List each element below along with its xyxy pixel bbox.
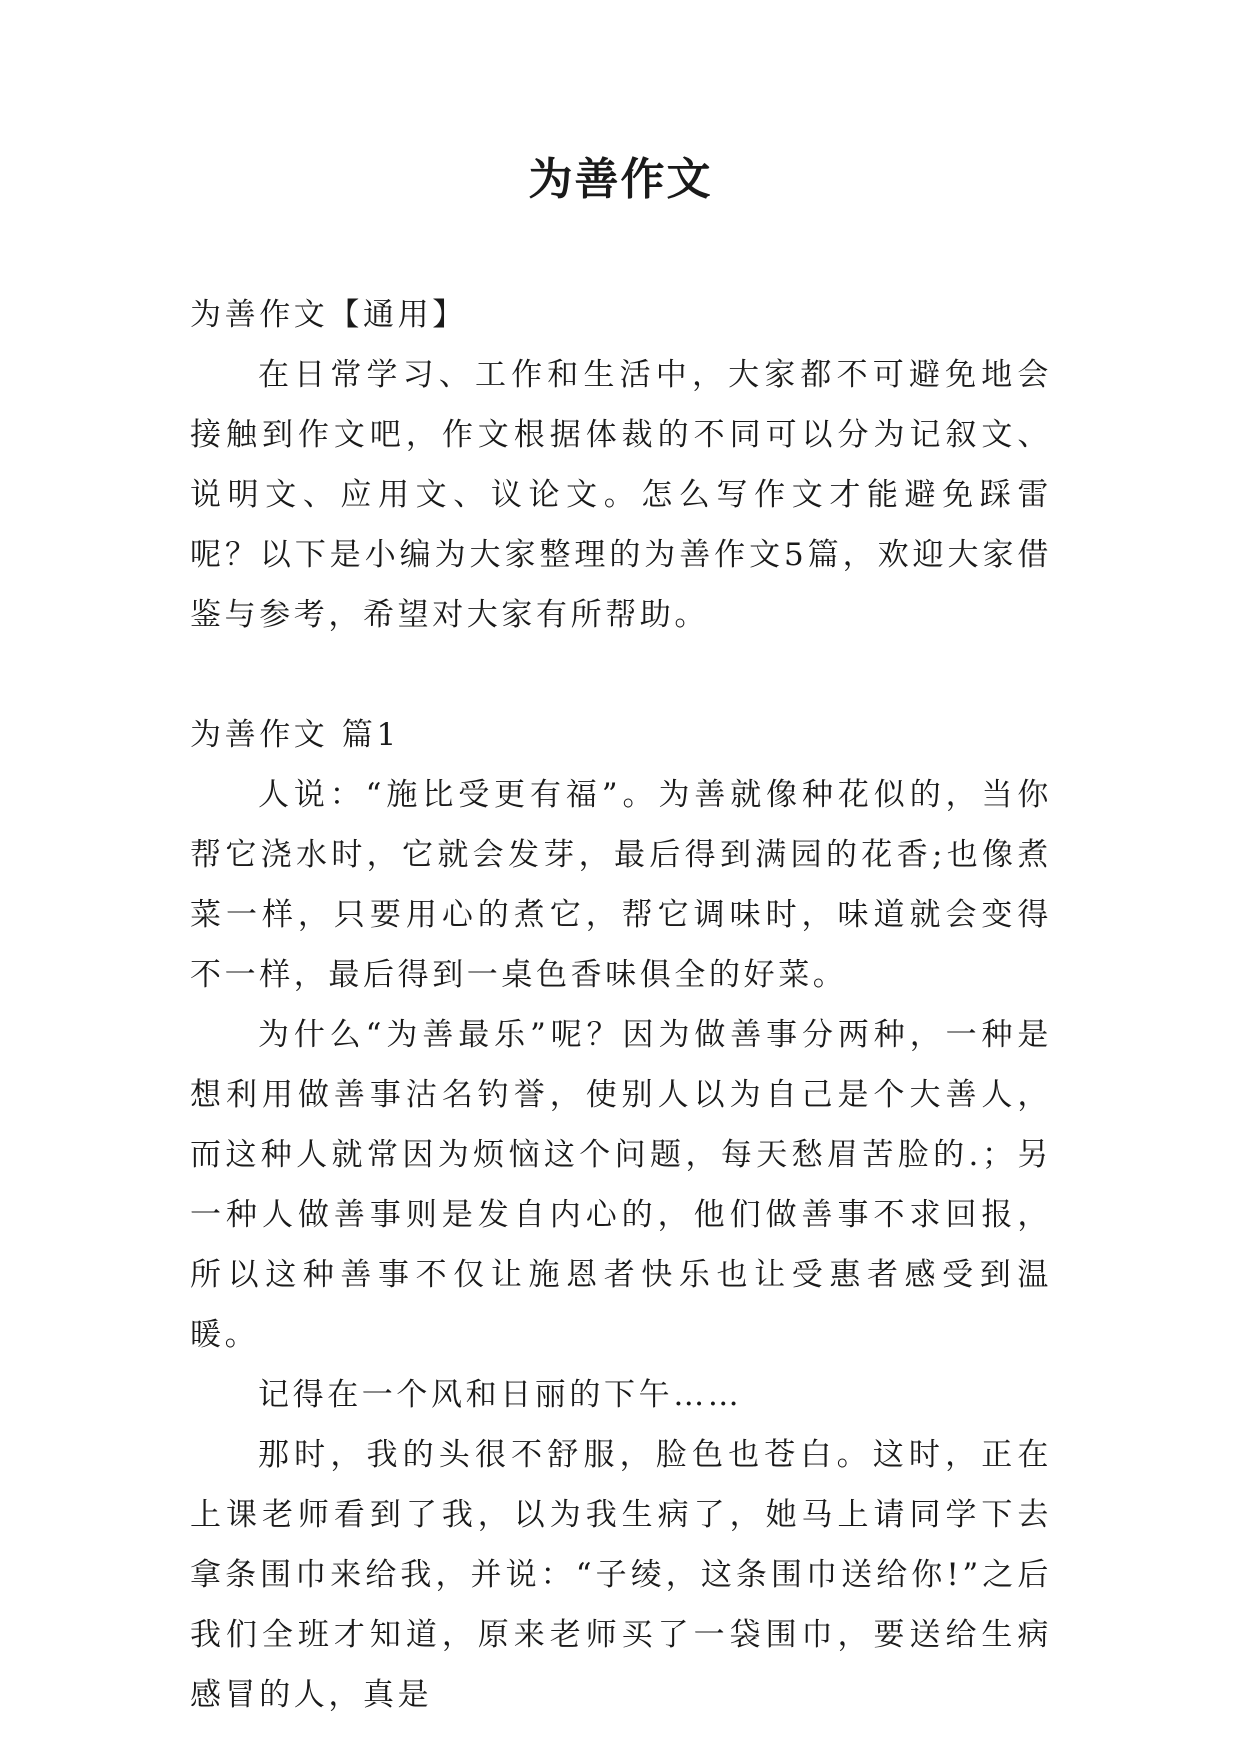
body-paragraph: 那时，我的头很不舒服，脸色也苍白。这时，正在上课老师看到了我，以为我生病了，她马上请同学下去拿条围巾来给我，并说：“子绫，这条围巾送给你!”之后我们全班才知道，原来老师买了一袋围巾，要送给生病感冒的人，真是 [190, 1437, 1052, 1713]
section-heading: 为善作文 篇1 [190, 717, 400, 753]
intro-paragraph: 在日常学习、工作和生活中，大家都不可避免地会接触到作文吧，作文根据体裁的不同可以分为记叙文、说明文、应用文、议论文。怎么写作文才能避免踩雷呢？以下是小编为大家整理的为善作文5篇，欢迎大家借鉴与参考，希望对大家有所帮助。 [190, 357, 1052, 633]
section-spacer [190, 645, 1052, 705]
document-title: 为善作文 [528, 154, 713, 205]
intro-heading: 为善作文【通用】 [190, 297, 467, 333]
body-paragraph: 记得在一个风和日丽的下午…… [258, 1377, 743, 1413]
body-paragraph: 人说：“施比受更有福”。为善就像种花似的，当你帮它浇水时，它就会发芽，最后得到满园的花香;也像煮菜一样，只要用心的煮它，帮它调味时，味道就会变得不一样，最后得到一桌色香味俱全的好菜。 [190, 777, 1052, 993]
body-paragraph: 为什么“为善最乐”呢？因为做善事分两种，一种是想利用做善事沽名钓誉，使别人以为自己是个大善人，而这种人就常因为烦恼这个问题，每天愁眉苦脸的.；另一种人做善事则是发自内心的，他们做善事不求回报，所以这种善事不仅让施恩者快乐也让受惠者感受到温暖。 [190, 1017, 1052, 1353]
document-body [190, 285, 1052, 1725]
